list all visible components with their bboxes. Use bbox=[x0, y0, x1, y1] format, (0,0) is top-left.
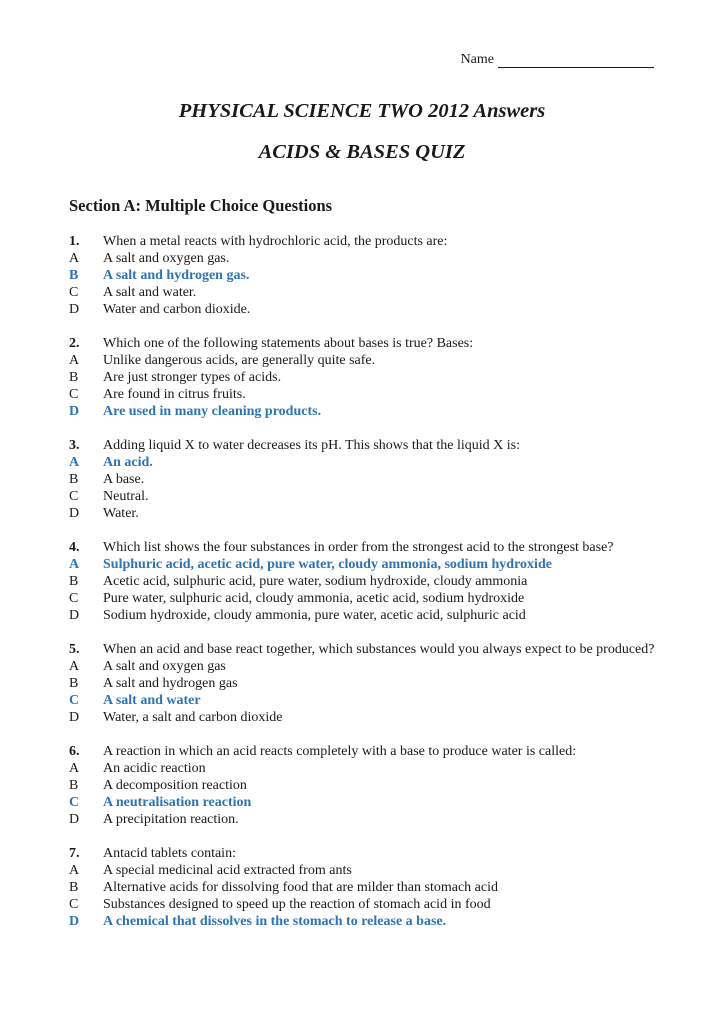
option-letter: B bbox=[69, 676, 79, 691]
option-letter: A bbox=[69, 353, 80, 368]
option-text: Water, a salt and carbon dioxide bbox=[103, 710, 283, 725]
question-block bbox=[69, 437, 659, 522]
name-blank-line bbox=[498, 53, 654, 68]
option-text: An acidic reaction bbox=[103, 761, 206, 776]
option-letter: D bbox=[69, 608, 80, 623]
option-letter: C bbox=[69, 591, 79, 606]
answer-option-correct bbox=[69, 913, 659, 930]
option-text: A salt and oxygen gas. bbox=[103, 251, 230, 266]
option-letter: C bbox=[69, 795, 80, 810]
option-letter: C bbox=[69, 489, 79, 504]
answer-option-correct bbox=[69, 794, 659, 811]
answer-option bbox=[69, 590, 659, 607]
option-letter: C bbox=[69, 897, 79, 912]
option-letter: B bbox=[69, 574, 79, 589]
question-number: 3. bbox=[69, 438, 80, 453]
question-stem-row bbox=[69, 437, 659, 454]
option-letter: B bbox=[69, 472, 79, 487]
question-number: 7. bbox=[69, 846, 80, 861]
option-text: Neutral. bbox=[103, 489, 149, 504]
option-text: Acetic acid, sulphuric acid, pure water, sodium hydroxide, cloudy ammonia bbox=[103, 574, 528, 589]
option-letter: D bbox=[69, 302, 80, 317]
option-text: Water and carbon dioxide. bbox=[103, 302, 251, 317]
question-stem: When an acid and base react together, which substances would you always expect to be produced? bbox=[103, 642, 655, 657]
question-stem-row bbox=[69, 845, 659, 862]
option-letter: D bbox=[69, 710, 80, 725]
question-block bbox=[69, 641, 659, 726]
option-text: Are found in citrus fruits. bbox=[103, 387, 246, 402]
option-text: A salt and hydrogen gas. bbox=[103, 268, 250, 283]
option-text: A neutralisation reaction bbox=[103, 795, 252, 810]
question-stem-row bbox=[69, 335, 659, 352]
option-text: Are just stronger types of acids. bbox=[103, 370, 282, 385]
answer-option bbox=[69, 675, 659, 692]
section-heading: Section A: Multiple Choice Questions bbox=[69, 196, 333, 215]
option-text: A special medicinal acid extracted from ants bbox=[103, 863, 352, 878]
option-letter: D bbox=[69, 404, 80, 419]
answer-option bbox=[69, 896, 659, 913]
answer-option bbox=[69, 301, 659, 318]
question-stem: Which list shows the four substances in order from the strongest acid to the strongest base? bbox=[103, 540, 614, 555]
question-block bbox=[69, 335, 659, 420]
option-text: Water. bbox=[103, 506, 139, 521]
option-text: A decomposition reaction bbox=[103, 778, 247, 793]
option-text: A salt and oxygen gas bbox=[103, 659, 226, 674]
question-number: 2. bbox=[69, 336, 80, 351]
answer-option-correct bbox=[69, 454, 659, 471]
option-letter: C bbox=[69, 285, 79, 300]
answer-option bbox=[69, 879, 659, 896]
answer-option bbox=[69, 811, 659, 828]
question-stem: Which one of the following statements about bases is true? Bases: bbox=[103, 336, 474, 351]
option-text: Substances designed to speed up the reaction of stomach acid in food bbox=[103, 897, 491, 912]
option-letter: A bbox=[69, 761, 80, 776]
option-letter: A bbox=[69, 251, 80, 266]
name-field bbox=[461, 52, 654, 68]
question-block bbox=[69, 743, 659, 828]
option-text: A base. bbox=[103, 472, 145, 487]
answer-option bbox=[69, 505, 659, 522]
option-letter: B bbox=[69, 268, 79, 283]
answer-option bbox=[69, 607, 659, 624]
answer-option bbox=[69, 760, 659, 777]
answer-option-correct bbox=[69, 556, 659, 573]
option-text: Are used in many cleaning products. bbox=[103, 404, 322, 419]
question-stem-row bbox=[69, 641, 659, 658]
option-letter: D bbox=[69, 506, 80, 521]
answer-option bbox=[69, 369, 659, 386]
option-letter: B bbox=[69, 778, 79, 793]
option-letter: A bbox=[69, 455, 80, 470]
answer-option bbox=[69, 284, 659, 301]
question-block bbox=[69, 233, 659, 318]
question-number: 5. bbox=[69, 642, 80, 657]
option-letter: A bbox=[69, 557, 80, 572]
option-text: A precipitation reaction. bbox=[103, 812, 239, 827]
question-block bbox=[69, 845, 659, 930]
question-stem: Adding liquid X to water decreases its pH. This shows that the liquid X is: bbox=[103, 438, 520, 453]
question-stem-row bbox=[69, 233, 659, 250]
answer-option bbox=[69, 658, 659, 675]
answer-option bbox=[69, 862, 659, 879]
option-text: Sulphuric acid, acetic acid, pure water, cloudy ammonia, sodium hydroxide bbox=[103, 557, 552, 572]
answer-option bbox=[69, 250, 659, 267]
option-text: A chemical that dissolves in the stomach to release a base. bbox=[103, 914, 447, 929]
question-number: 4. bbox=[69, 540, 80, 555]
answer-option bbox=[69, 777, 659, 794]
question-stem: Antacid tablets contain: bbox=[103, 846, 236, 861]
option-text: Pure water, sulphuric acid, cloudy ammonia, acetic acid, sodium hydroxide bbox=[103, 591, 525, 606]
question-list bbox=[69, 233, 659, 947]
answer-option-correct bbox=[69, 403, 659, 420]
question-stem-row bbox=[69, 743, 659, 760]
answer-option bbox=[69, 488, 659, 505]
option-letter: A bbox=[69, 659, 80, 674]
option-letter: B bbox=[69, 880, 79, 895]
option-text: Sodium hydroxide, cloudy ammonia, pure water, acetic acid, sulphuric acid bbox=[103, 608, 526, 623]
question-number: 6. bbox=[69, 744, 80, 759]
option-letter: D bbox=[69, 812, 80, 827]
answer-option bbox=[69, 471, 659, 488]
name-label: Name bbox=[460, 52, 494, 67]
question-stem-row bbox=[69, 539, 659, 556]
answer-option-correct bbox=[69, 692, 659, 709]
option-text: Alternative acids for dissolving food that are milder than stomach acid bbox=[103, 880, 498, 895]
option-letter: D bbox=[69, 914, 80, 929]
option-letter: C bbox=[69, 693, 80, 708]
answer-option bbox=[69, 573, 659, 590]
answer-option bbox=[69, 352, 659, 369]
option-text: A salt and hydrogen gas bbox=[103, 676, 238, 691]
answer-option-correct bbox=[69, 267, 659, 284]
answer-option bbox=[69, 709, 659, 726]
option-letter: A bbox=[69, 863, 80, 878]
option-text: A salt and water. bbox=[103, 285, 197, 300]
question-stem: A reaction in which an acid reacts completely with a base to produce water is called: bbox=[103, 744, 577, 759]
document-title: PHYSICAL SCIENCE TWO 2012 Answers bbox=[178, 100, 546, 122]
option-text: A salt and water bbox=[103, 693, 201, 708]
question-number: 1. bbox=[69, 234, 80, 249]
question-block bbox=[69, 539, 659, 624]
option-text: An acid. bbox=[103, 455, 153, 470]
question-stem: When a metal reacts with hydrochloric acid, the products are: bbox=[103, 234, 448, 249]
answer-option bbox=[69, 386, 659, 403]
option-text: Unlike dangerous acids, are generally quite safe. bbox=[103, 353, 376, 368]
quiz-title: ACIDS & BASES QUIZ bbox=[258, 141, 466, 163]
option-letter: C bbox=[69, 387, 79, 402]
option-letter: B bbox=[69, 370, 79, 385]
